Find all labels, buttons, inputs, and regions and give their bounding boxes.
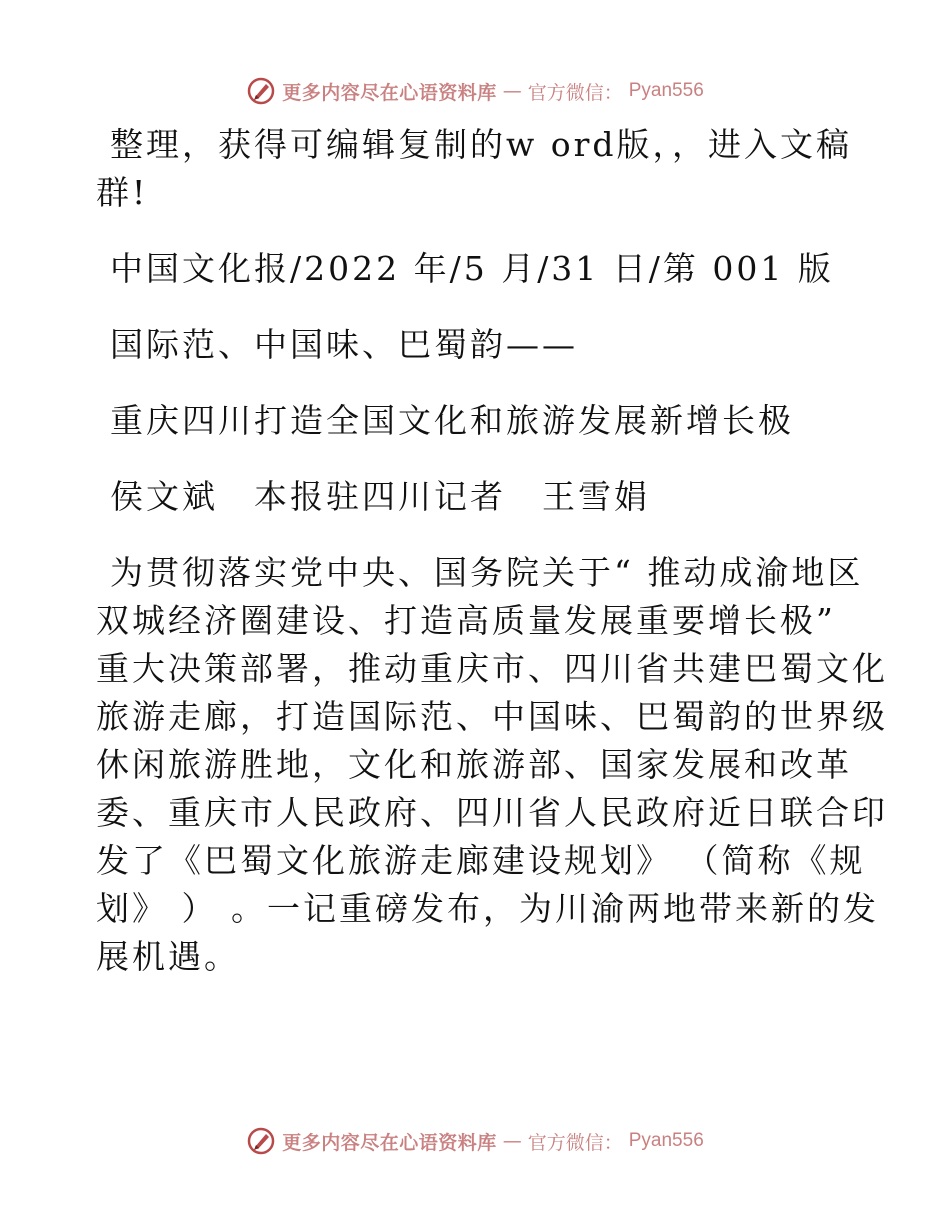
- body-paragraph: [96, 549, 888, 981]
- body-line: 发了《巴蜀文化旅游走廊建设规划》 （简称《规: [96, 841, 866, 880]
- watermark-wechat-label: 官方微信：: [527, 81, 623, 104]
- body-line: 旅游走廊，打造国际范、中国味、巴蜀韵的世界级: [96, 697, 888, 736]
- watermark-wechat-id: Pyan556: [628, 1130, 704, 1151]
- intro-line: 群!: [96, 173, 149, 212]
- watermark-text: 更多内容尽在心语资料库: [282, 81, 497, 104]
- document-body: [96, 121, 888, 981]
- body-line: 委、重庆市人民政府、四川省人民政府近日联合印: [96, 793, 888, 832]
- watermark-text: 更多内容尽在心语资料库: [282, 1131, 497, 1154]
- watermark-dash: —: [502, 80, 522, 102]
- body-line: 双城经济圈建设、打造高质量发展重要增长极”: [96, 601, 836, 640]
- footer-watermark: [0, 1121, 950, 1161]
- body-line: 休闲旅游胜地，文化和旅游部、国家发展和改革: [96, 745, 852, 784]
- body-line: 划》 ） 。一记重磅发布，为川渝两地带来新的发: [96, 889, 879, 928]
- intro-line: 整理，获得可编辑复制的w ord版，，进入文稿: [110, 125, 853, 164]
- headline-lead: 国际范、中国味、巴蜀韵——: [110, 325, 578, 364]
- body-line: 展机遇。: [96, 937, 240, 976]
- byline: 侯文斌 本报驻四川记者 王雪娟: [110, 477, 650, 516]
- watermark-wechat-id: Pyan556: [628, 80, 704, 101]
- body-line: 重大决策部署，推动重庆市、四川省共建巴蜀文化: [96, 649, 888, 688]
- pen-logo-icon: [246, 76, 276, 106]
- body-line: 为贯彻落实党中央、国务院关于“ 推动成渝地区: [110, 553, 864, 592]
- headline: 重庆四川打造全国文化和旅游发展新增长极: [110, 401, 794, 440]
- dateline: 中国文化报/2022 年/5 月/31 日/第 001 版: [110, 249, 834, 288]
- watermark-dash: —: [502, 1130, 522, 1152]
- header-watermark: [0, 71, 950, 111]
- intro-paragraph: [96, 121, 856, 217]
- watermark-wechat-label: 官方微信：: [527, 1131, 623, 1154]
- pen-logo-icon: [246, 1126, 276, 1156]
